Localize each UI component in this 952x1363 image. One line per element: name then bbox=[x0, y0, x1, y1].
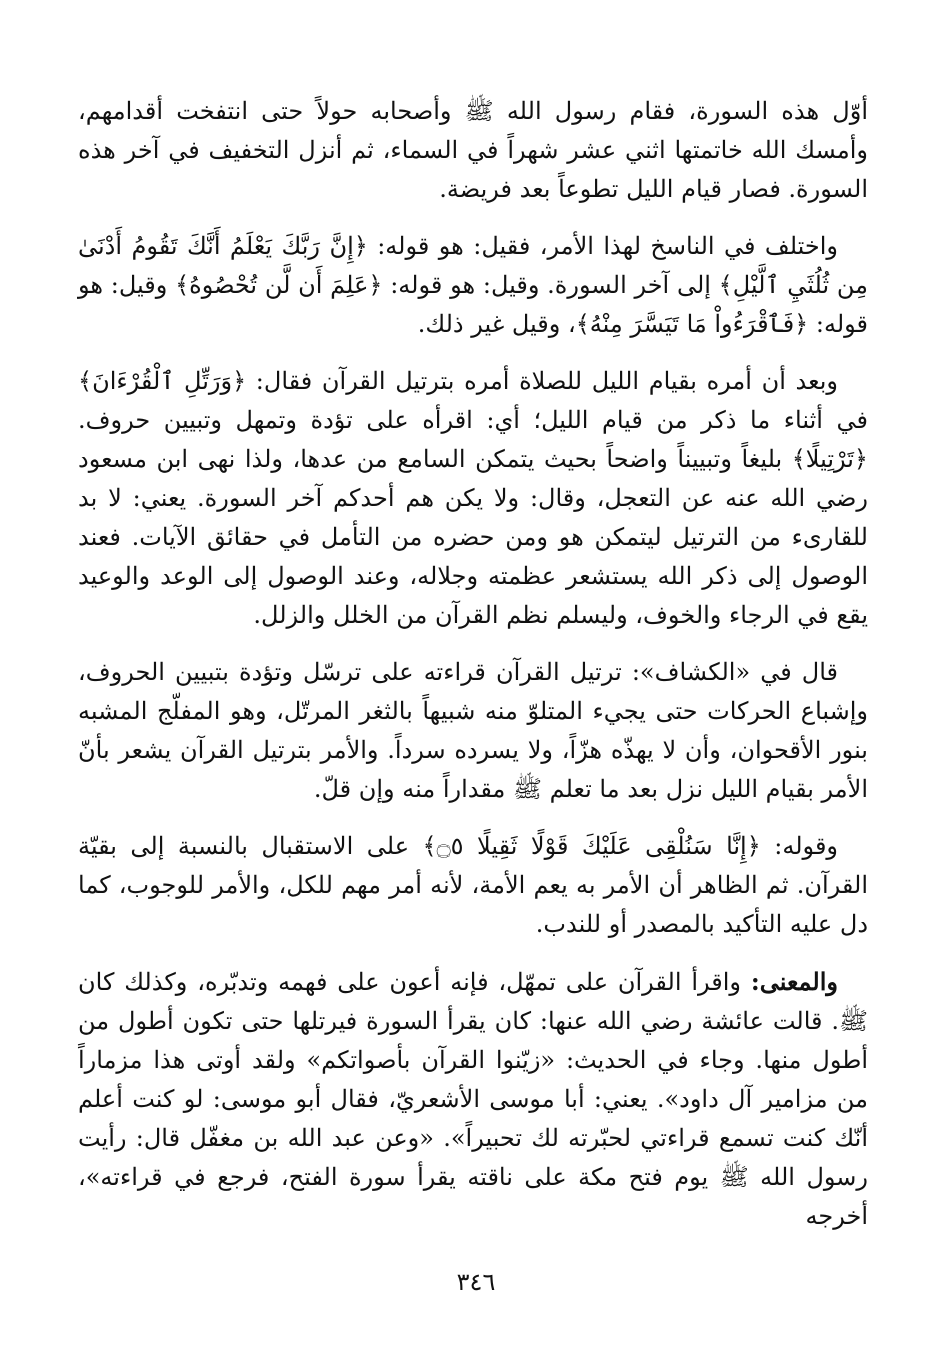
paragraph-6-lead: والمعنى: bbox=[750, 967, 838, 996]
paragraph-6-text: واقرأ القرآن على تمهّل، فإنه أعون على فهمه وتدبّره، وكذلك كان ﷺ. قالت عائشة رضي الله عنها: كان يقرأ السورة فيرتلها حتى تكون أطول من أطول منها. وجاء في الحديث: «زيّنوا القرآن بأصواتكم» ولقد أوتى هذا مزماراً من مزامير آل داود». يعني: أبا موسى الأشعريّ، فقال أبو موسى: لو كنت أعلم أنّك كنت تسمع قراءتي لحبّرته لك تحبيراً». «وعن عبد الله بن مغفّل قال: رأيت رسول الله ﷺ يوم فتح مكة على ناقته يقرأ سورة الفتح، فرجع في قراءته»، أخرجه bbox=[78, 968, 869, 1230]
paragraph-1: أوّل هذه السورة، فقام رسول الله ﷺ وأصحابه حولاً حتى انتفخت أقدامهم، وأمسك الله خاتمتها اثني عشر شهراً في السماء، ثم أنزل التخفيف في آخر هذه السورة. فصار قيام الليل تطوعاً بعد فريضة. bbox=[78, 97, 868, 203]
paragraph-4: قال في «الكشاف»: ترتيل القرآن قراءته على ترسّل وتؤدة بتبيين الحروف، وإشباع الحركات حتى يجيء المتلوّ منه شبيهاً بالثغر المرتّل، وهو المفلّج المشبه بنور الأقحوان، وأن لا يهذّه هزّاً، ولا يسرده سرداً. والأمر بترتيل القرآن يشعر بأنّ الأمر بقيام الليل نزل بعد ما تعلم ﷺ مقداراً منه وإن قلّ. bbox=[78, 658, 868, 803]
page-number: ٣٤٦ bbox=[456, 1268, 496, 1296]
paragraph-3: وبعد أن أمره بقيام الليل للصلاة أمره بترتيل القرآن فقال: ﴿وَرَتِّلِ ٱلْقُرْءَانَ﴾ في أثناء ما ذكر من قيام الليل؛ أي: اقرأه على تؤدة وتمهل وتبيين حروف. ﴿تَرْتِيلًا﴾ بليغاً وتبييناً واضحاً بحيث يتمكن السامع من عدها، ولذا نهى ابن مسعود رضي الله عنه عن التعجل، وقال: ولا يكن هم أحدكم آخر السورة. يعني: لا بد للقارىء من الترتيل ليتمكن هو ومن حضره من التأمل في حقائق الآيات. فعند الوصول إلى ذكر الله يستشعر عظمته وجلاله، وعند الوصول إلى الوعد والوعيد يقع في الرجاء والخوف، وليسلم نظم القرآن من الخلل والزلل. bbox=[78, 367, 869, 629]
paragraph-5: وقوله: ﴿إِنَّا سَنُلْقِى عَلَيْكَ قَوْلًا ثَقِيلًا ۝٥﴾ على الاستقبال بالنسبة إلى بقيّة القرآن. ثم الظاهر أن الأمر به يعم الأمة، لأنه أمر مهم للكل، والأمر للوجوب، كما دل عليه التأكيد بالمصدر أو للندب. bbox=[78, 832, 868, 938]
paragraph-6 bbox=[78, 962, 868, 1236]
paragraph-2: واختلف في الناسخ لهذا الأمر، فقيل: هو قوله: ﴿إِنَّ رَبَّكَ يَعْلَمُ أَنَّكَ تَقُومُ أَدْنَىٰ مِن ثُلُثَيِ ٱلَّيْلِ﴾ إلى آخر السورة. وقيل: هو قوله: ﴿عَلِمَ أَن لَّن تُحْصُوهُ﴾ وقيل: هو قوله: ﴿فَٱقْرَءُواْ مَا تَيَسَّرَ مِنْهُ﴾، وقيل غير ذلك. bbox=[78, 232, 868, 338]
page-body bbox=[78, 92, 868, 1254]
